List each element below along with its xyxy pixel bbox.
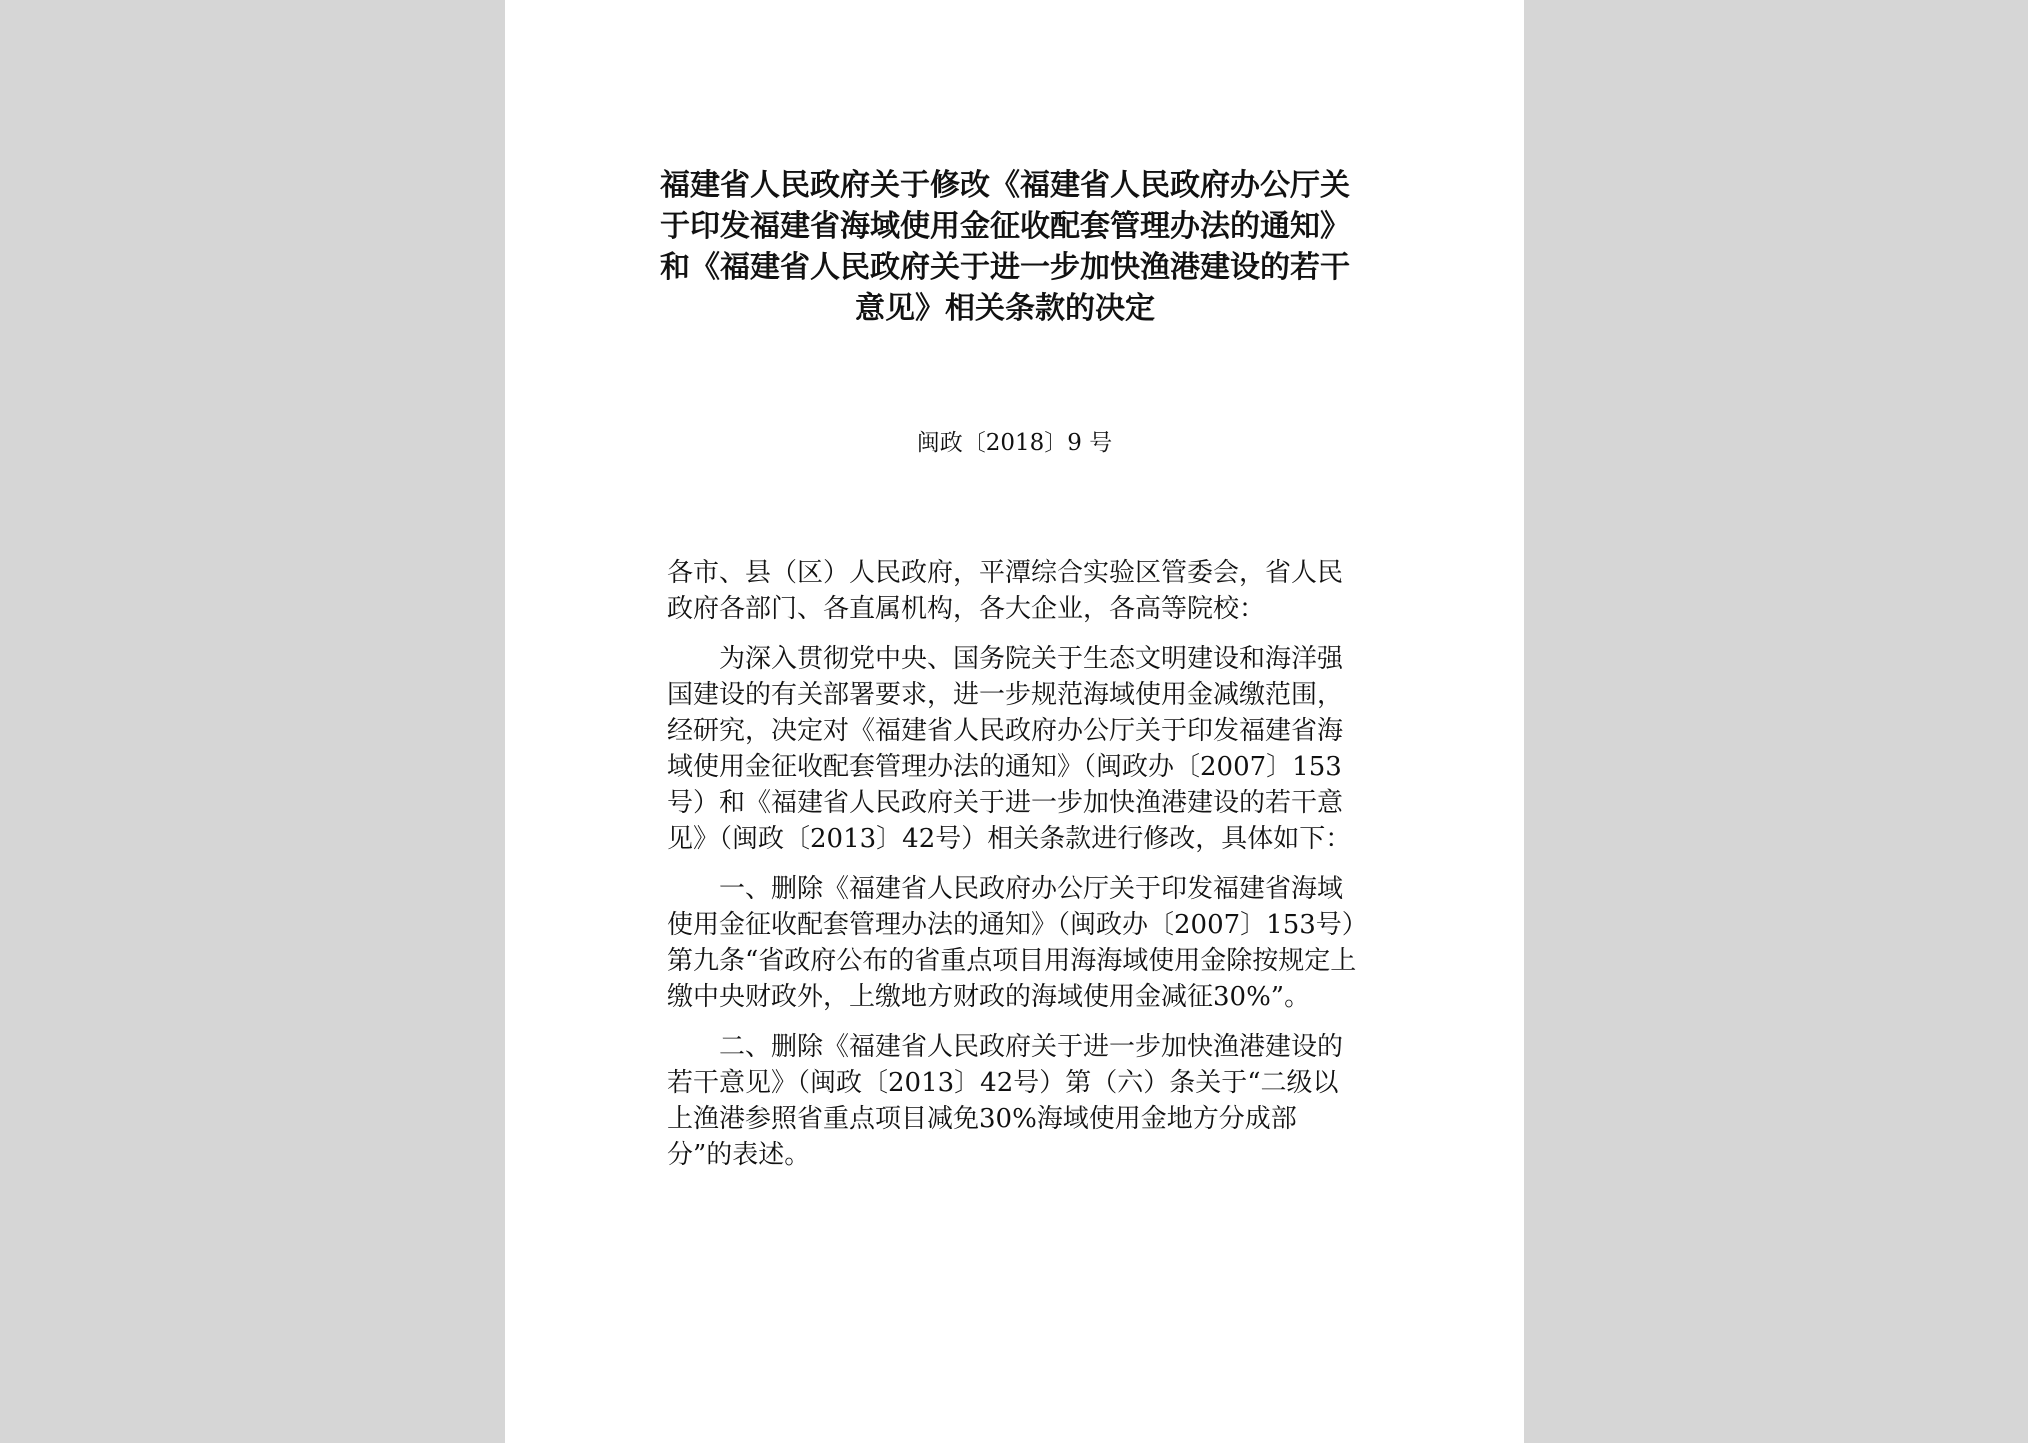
document-title: 福建省人民政府关于修改《福建省人民政府办公厅关于印发福建省海域使用金征收配套管理办法的通知》和《福建省人民政府关于进一步加快渔港建设的若干意见》相关条款的决定 [660, 168, 1350, 326]
paragraph-preamble: 为深入贯彻党中央、国务院关于生态文明建设和海洋强国建设的有关部署要求，进一步规范海域使用金减缴范围，经研究，决定对《福建省人民政府办公厅关于印发福建省海域使用金征收配套管理办法的通知》（闽政办〔2007〕153号）和《福建省人民政府关于进一步加快渔港建设的若干意见》（闽政〔2013〕42号）相关条款进行修改，具体如下： [667, 644, 1352, 854]
document-body [667, 555, 1357, 1187]
addressee: 各市、县（区）人民政府，平潭综合实验区管委会，省人民政府各部门、各直属机构，各大企业，各高等院校： [667, 558, 1344, 624]
document-page [505, 0, 1524, 1443]
paragraph-item-2: 二、删除《福建省人民政府关于进一步加快渔港建设的若干意见》（闽政〔2013〕42号）第（六）条关于“二级以上渔港参照省重点项目减免30%海域使用金地方分成部分”的表述。 [667, 1032, 1344, 1170]
paragraph-item-1: 一、删除《福建省人民政府办公厅关于印发福建省海域使用金征收配套管理办法的通知》（闽政办〔2007〕153号）第九条“省政府公布的省重点项目用海海域使用金除按规定上缴中央财政外，上缴地方财政的海域使用金减征30%”。 [667, 874, 1357, 1012]
document-number: 闽政〔2018〕9 号 [916, 430, 1113, 456]
